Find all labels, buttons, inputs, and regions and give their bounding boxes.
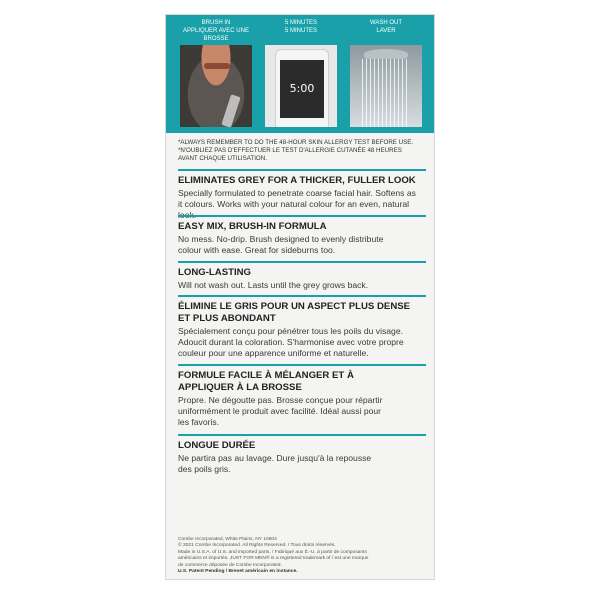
section-body — [178, 395, 426, 428]
brush-icon — [221, 94, 240, 127]
mouth-shape — [204, 63, 230, 69]
warning-line: *N'OUBLIEZ PAS D'EFFECTUER LE TEST D'ALLERGIE CUTANÉE 48 HEURES — [178, 147, 402, 154]
section-heading — [178, 267, 426, 279]
heading-line: EASY MIX, BRUSH-IN FORMULA — [178, 221, 327, 232]
beard-brush-photo — [180, 45, 252, 127]
heading-line: ET PLUS ABONDANT — [178, 313, 276, 324]
water-stream — [362, 59, 410, 127]
section-heading — [178, 301, 426, 325]
step-caption — [261, 19, 341, 45]
application-steps — [176, 19, 426, 131]
body-line: Adoucit durant la coloration. S'harmonise avec votre propre — [178, 337, 404, 347]
phone-screen — [280, 60, 324, 118]
phone-timer-photo — [265, 45, 337, 127]
legal-footer — [178, 537, 426, 575]
section-divider — [178, 261, 426, 263]
step-caption — [346, 19, 426, 45]
section-heading — [178, 370, 426, 394]
section-body — [178, 234, 426, 256]
step-caption — [176, 19, 256, 45]
allergy-warning — [178, 139, 426, 163]
section-divider — [178, 434, 426, 436]
heading-line: LONG-LASTING — [178, 267, 252, 278]
section-body — [178, 280, 426, 291]
package-back-panel — [165, 14, 435, 580]
section-longue-duree — [178, 434, 426, 475]
body-line: No mess. No-drip. Brush designed to evenly distribute — [178, 234, 384, 244]
section-body — [178, 453, 426, 475]
body-line: uniformément le produit avec facilité. Idéal aussi pour — [178, 406, 382, 416]
body-line: colour with ease. Great for sideburns too. — [178, 245, 336, 255]
section-long-lasting — [178, 261, 426, 291]
patent-notice: U.S. Patent Pending / Brevet américain en instance. — [178, 569, 298, 575]
section-heading — [178, 221, 426, 233]
step-caption-line: BRUSH IN — [201, 20, 231, 26]
phone-icon — [275, 49, 329, 127]
section-divider — [178, 215, 426, 217]
warning-line: AVANT CHAQUE UTILISATION. — [178, 155, 267, 162]
heading-line: ÉLIMINE LE GRIS POUR UN ASPECT PLUS DENSE — [178, 301, 411, 312]
footer-line: © 2021 Combe Incorporated. All Rights Reserved. / Tous droits réservés. — [178, 543, 336, 549]
section-heading — [178, 175, 426, 187]
body-line: Will not wash out. Lasts until the grey grows back. — [178, 280, 369, 290]
heading-line: ELIMINATES GREY FOR A THICKER, FULLER LOOK — [178, 175, 416, 186]
footer-line: Made in U.S.A. of U.S. and imported parts. / Fabriqué aux É.-U. à partir de composants — [178, 549, 367, 555]
section-easy-mix — [178, 215, 426, 256]
section-eliminates-grey — [178, 169, 426, 221]
shower-head-icon — [364, 49, 408, 59]
step-caption-line: APPLIQUER AVEC UNE BROSSE — [183, 28, 249, 42]
body-line: des poils gris. — [178, 464, 231, 474]
section-divider — [178, 169, 426, 171]
body-line: les favoris. — [178, 417, 220, 427]
footer-line: de commerce déposée de Combe Incorporated. — [178, 562, 282, 568]
step-five-minutes — [261, 19, 341, 131]
step-caption-line: 5 MINUTES — [284, 20, 317, 26]
section-body — [178, 326, 426, 359]
section-heading — [178, 440, 426, 452]
heading-line: FORMULE FACILE À MÉLANGER ET À — [178, 370, 354, 381]
body-line: Specially formulated to penetrate coarse facial hair. Softens as — [178, 188, 416, 198]
step-brush-in — [176, 19, 256, 131]
heading-line: APPLIQUER À LA BROSSE — [178, 382, 302, 393]
section-elimine-le-gris — [178, 295, 426, 359]
section-divider — [178, 364, 426, 366]
timer-display: 5:00 — [289, 82, 315, 95]
shower-photo — [350, 45, 422, 127]
step-wash-out — [346, 19, 426, 131]
footer-line: américains et importés. JUST FOR MEN® is a registered trademark of / est une marque — [178, 556, 369, 562]
body-line: it colours. Works with your natural colour for an even, natural — [178, 199, 410, 209]
body-line: couleur pour une apparence uniforme et naturelle. — [178, 348, 369, 358]
body-line: Spécialement conçu pour pénétrer tous les poils du visage. — [178, 326, 404, 336]
step-caption-line: WASH OUT — [369, 20, 403, 26]
section-divider — [178, 295, 426, 297]
body-line: Propre. Ne dégoutte pas. Brosse conçue pour répartir — [178, 395, 383, 405]
step-caption-line: LAVER — [376, 28, 396, 34]
step-caption-line: 5 MINUTES — [284, 28, 317, 34]
footer-line: Combe Incorporated, White Plains, NY 10604 — [178, 537, 277, 542]
body-line: Ne partira pas au lavage. Dure jusqu'à la repousse — [178, 453, 372, 463]
heading-line: LONGUE DURÉE — [178, 440, 256, 451]
warning-line: *ALWAYS REMEMBER TO DO THE 48-HOUR SKIN ALLERGY TEST BEFORE USE. — [178, 139, 414, 146]
section-formule-facile — [178, 364, 426, 428]
instructions-band — [166, 15, 434, 133]
